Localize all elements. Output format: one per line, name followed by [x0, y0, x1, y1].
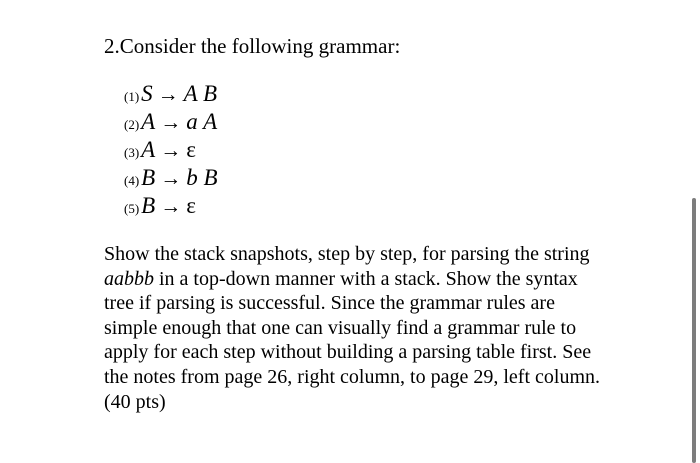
rule-lhs: S [141, 81, 153, 106]
rule-lhs: A [141, 137, 156, 162]
right-arrow-icon: → [157, 82, 179, 106]
grammar-rules [124, 81, 218, 221]
right-arrow-icon: → [160, 138, 182, 162]
grammar-rule [124, 81, 218, 109]
grammar-rule [124, 193, 218, 221]
rule-number: (2) [124, 117, 140, 132]
rule-rhs: a A [186, 109, 218, 134]
rule-lhs: B [141, 165, 156, 190]
question-title: 2.Consider the following grammar: [104, 34, 401, 58]
right-arrow-icon: → [160, 166, 182, 190]
rule-number: (5) [124, 201, 140, 216]
rule-number: (1) [124, 89, 140, 104]
rule-rhs: ε [186, 193, 196, 218]
input-string: aabbb [104, 267, 154, 290]
rule-lhs: A [141, 109, 156, 134]
rule-lhs: B [141, 193, 156, 218]
rule-number: (3) [124, 145, 140, 160]
rule-rhs: ε [186, 137, 196, 162]
right-arrow-icon: → [160, 194, 182, 218]
grammar-rule [124, 137, 218, 165]
rule-rhs: A B [183, 81, 218, 106]
grammar-rule [124, 165, 218, 193]
question-body [104, 242, 604, 414]
body-text-part: in a top-down manner with a stack. Show the syntax tree if parsing is successful. Since the grammar rules are simple enough that one can visually find a grammar rule to apply for each step without building a parsing table first. See the notes from page 26, right column, to page 29, left column.(40 pts) [104, 267, 600, 413]
rule-rhs: b B [186, 165, 218, 190]
vertical-scrollbar[interactable] [692, 198, 696, 463]
grammar-rule [124, 109, 218, 137]
right-arrow-icon: → [160, 110, 182, 134]
rule-number: (4) [124, 173, 140, 188]
body-text-part: Show the stack snapshots, step by step, for parsing the string [104, 243, 590, 265]
